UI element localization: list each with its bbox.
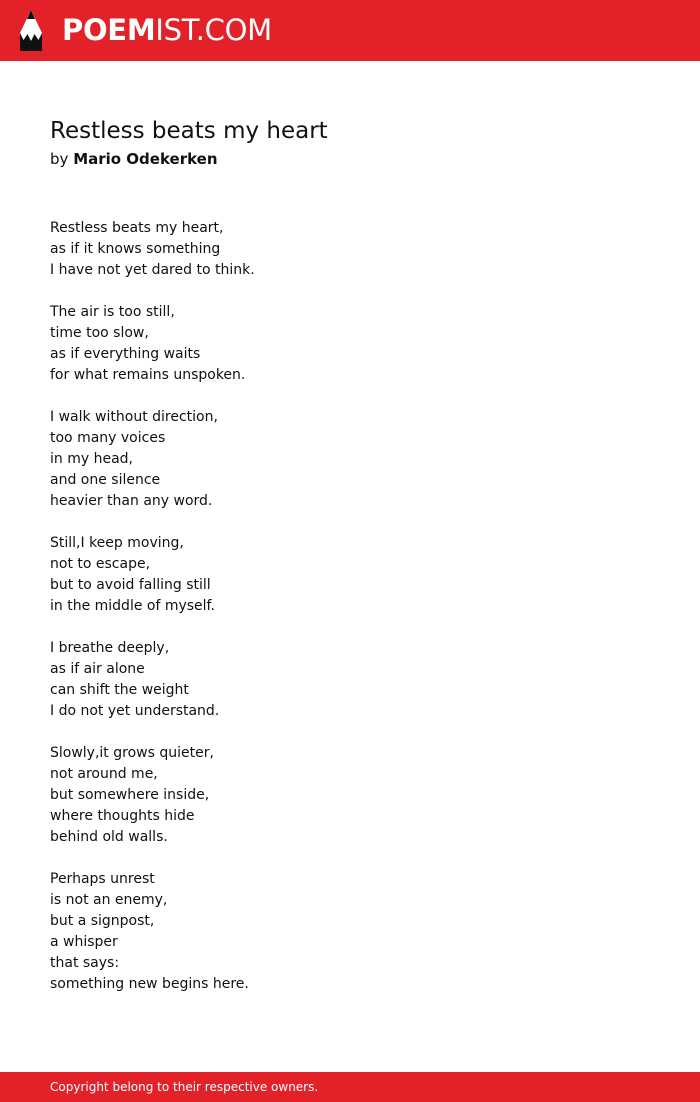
poem-line: I breathe deeply, bbox=[50, 640, 170, 656]
author-name: Mario Odekerken bbox=[73, 150, 218, 168]
poem-line: for what remains unspoken. bbox=[50, 367, 246, 383]
poem-line: but somewhere inside, bbox=[50, 787, 210, 803]
poem-line: behind old walls. bbox=[50, 829, 168, 845]
poem-line: that says: bbox=[50, 955, 120, 971]
poem-stanza bbox=[50, 407, 255, 512]
poem-line: as if air alone bbox=[50, 661, 145, 677]
poem-line: not to escape, bbox=[50, 556, 151, 572]
poem-body bbox=[50, 218, 255, 1016]
poem-byline bbox=[50, 148, 218, 170]
poem-stanza bbox=[50, 638, 255, 722]
poem-line: not around me, bbox=[50, 766, 158, 782]
poem-stanza bbox=[50, 218, 255, 281]
poem-line: and one silence bbox=[50, 472, 161, 488]
poem-stanza bbox=[50, 302, 255, 386]
site-logo[interactable] bbox=[62, 13, 272, 47]
logo-bold-text: POEM bbox=[62, 13, 156, 47]
logo-light-text: IST.COM bbox=[155, 13, 272, 47]
poem-line: I have not yet dared to think. bbox=[50, 262, 255, 278]
poem-line: can shift the weight bbox=[50, 682, 189, 698]
poem-line: I walk without direction, bbox=[50, 409, 218, 425]
poem-line: Still,I keep moving, bbox=[50, 535, 184, 551]
poem-stanza bbox=[50, 533, 255, 617]
poem-line: is not an enemy, bbox=[50, 892, 168, 908]
site-footer bbox=[0, 1072, 700, 1102]
poem-line: a whisper bbox=[50, 934, 118, 950]
copyright-text: Copyright belong to their respective owners. bbox=[50, 1080, 319, 1094]
poem-stanza bbox=[50, 743, 255, 848]
poem-line: The air is too still, bbox=[50, 304, 175, 320]
poem-line: in my head, bbox=[50, 451, 133, 467]
poem-line: I do not yet understand. bbox=[50, 703, 220, 719]
poem-line: but to avoid falling still bbox=[50, 577, 211, 593]
poem-line: Perhaps unrest bbox=[50, 871, 155, 887]
poem-line: where thoughts hide bbox=[50, 808, 195, 824]
poem-stanza bbox=[50, 869, 255, 995]
poem-line: as if it knows something bbox=[50, 241, 221, 257]
poem-line: but a signpost, bbox=[50, 913, 155, 929]
poem-line: time too slow, bbox=[50, 325, 149, 341]
site-header bbox=[0, 0, 700, 61]
pencil-icon[interactable] bbox=[17, 9, 45, 53]
by-label: by bbox=[50, 150, 69, 168]
poem-line: too many voices bbox=[50, 430, 166, 446]
poem-title: Restless beats my heart bbox=[50, 118, 328, 144]
poem-line: something new begins here. bbox=[50, 976, 249, 992]
poem-line: in the middle of myself. bbox=[50, 598, 215, 614]
poem-line: heavier than any word. bbox=[50, 493, 213, 509]
poem-line: as if everything waits bbox=[50, 346, 201, 362]
poem-line: Restless beats my heart, bbox=[50, 220, 224, 236]
poem-line: Slowly,it grows quieter, bbox=[50, 745, 214, 761]
